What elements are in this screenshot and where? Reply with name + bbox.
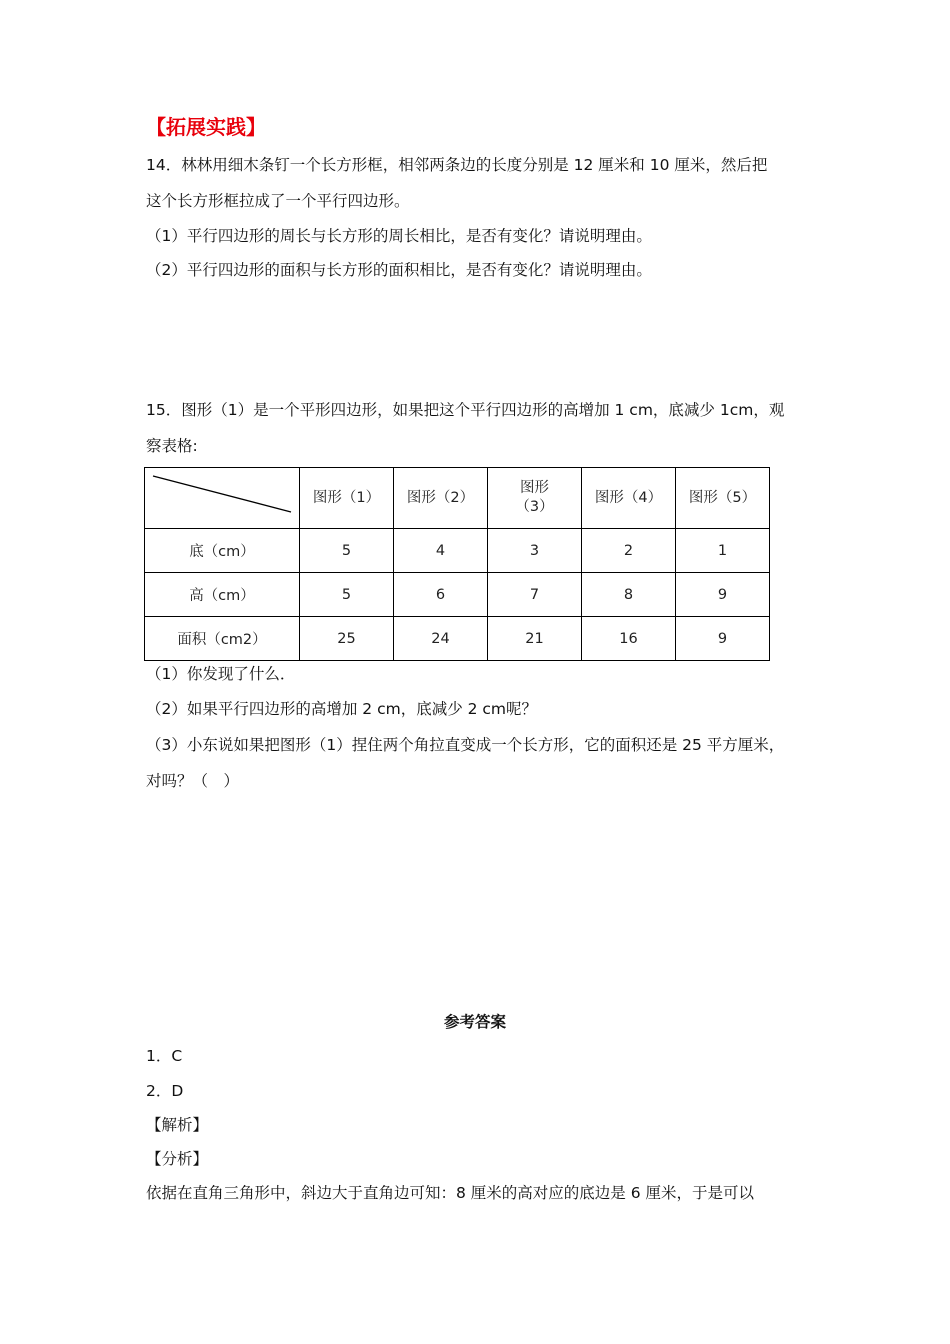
table-cell: 5 xyxy=(300,573,394,617)
row-label: 面积（cm2） xyxy=(145,617,300,661)
table-cell: 8 xyxy=(582,573,676,617)
table-cell: 3 xyxy=(488,529,582,573)
answer-1: 1．C xyxy=(146,1047,183,1065)
header-cell: 图形（5） xyxy=(676,468,770,529)
row-label: 高（cm） xyxy=(145,573,300,617)
table-cell: 1 xyxy=(676,529,770,573)
q14-sub2: （2）平行四边形的面积与长方形的面积相比，是否有变化？请说明理由。 xyxy=(146,261,652,279)
table-row xyxy=(145,617,770,661)
table-header-row xyxy=(145,468,770,529)
table-cell: 21 xyxy=(488,617,582,661)
q15-sub1: （1）你发现了什么． xyxy=(146,665,296,683)
q15-line2: 察表格: xyxy=(146,437,198,455)
table-cell: 5 xyxy=(300,529,394,573)
table-cell: 9 xyxy=(676,617,770,661)
corner-cell xyxy=(145,468,300,529)
table-cell: 2 xyxy=(582,529,676,573)
row-label: 底（cm） xyxy=(145,529,300,573)
q15-line1: 15．图形（1）是一个平形四边形，如果把这个平行四边形的高增加 1 cm，底减少 1cm，观 xyxy=(146,401,785,419)
q14-line1: 14．林林用细木条钉一个长方形框，相邻两条边的长度分别是 12 厘米和 10 厘米，然后把 xyxy=(146,156,768,174)
table-cell: 6 xyxy=(394,573,488,617)
fenxi-label: 【分析】 xyxy=(146,1150,209,1168)
table-cell: 25 xyxy=(300,617,394,661)
header-cell: 图形 （3） xyxy=(488,468,582,529)
table-row xyxy=(145,529,770,573)
header-cell: 图形（4） xyxy=(582,468,676,529)
q14-line2: 这个长方形框拉成了一个平行四边形。 xyxy=(146,192,410,210)
table-cell: 9 xyxy=(676,573,770,617)
jiexi-label: 【解析】 xyxy=(146,1116,209,1134)
table-row xyxy=(145,573,770,617)
q15-sub2: （2）如果平行四边形的高增加 2 cm，底减少 2 cm呢？ xyxy=(146,700,538,718)
table-cell: 4 xyxy=(394,529,488,573)
header-cell: 图形（1） xyxy=(300,468,394,529)
table-cell: 7 xyxy=(488,573,582,617)
table-cell: 16 xyxy=(582,617,676,661)
diagonal-line-icon xyxy=(145,468,299,528)
data-table xyxy=(144,467,770,661)
table-cell: 24 xyxy=(394,617,488,661)
header-cell: 图形（2） xyxy=(394,468,488,529)
q15-sub3-line1: （3）小东说如果把图形（1）捏住两个角拉直变成一个长方形，它的面积还是 25 平方厘米， xyxy=(146,736,785,754)
answer-2: 2．D xyxy=(146,1082,184,1100)
analysis-text: 依据在直角三角形中，斜边大于直角边可知：8 厘米的高对应的底边是 6 厘米，于是可以 xyxy=(146,1184,755,1202)
q15-sub3-line2: 对吗？（ ） xyxy=(146,772,240,790)
section-title: 【拓展实践】 xyxy=(146,115,266,139)
q14-sub1: （1）平行四边形的周长与长方形的周长相比，是否有变化？请说明理由。 xyxy=(146,227,652,245)
answers-title: 参考答案 xyxy=(443,1013,506,1031)
